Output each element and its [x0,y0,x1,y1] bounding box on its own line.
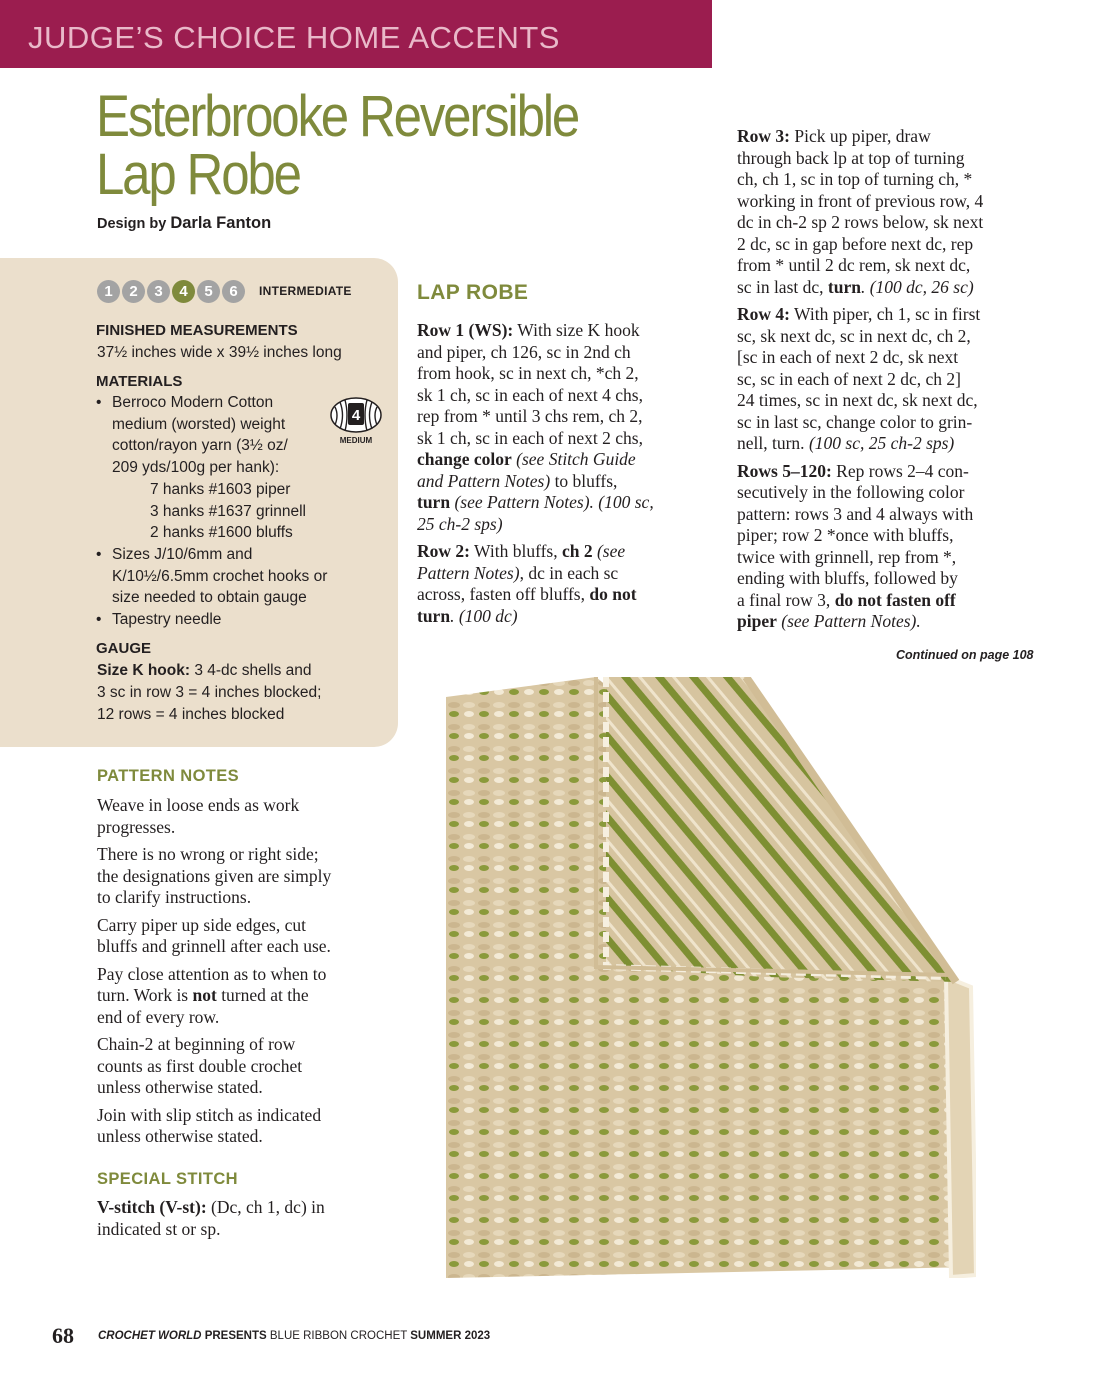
materials-heading: MATERIALS [96,373,183,390]
yarn-weight-label: MEDIUM [339,436,373,445]
skill-level-5: 5 [197,280,220,303]
pattern-notes-body [97,795,331,1154]
rows-5-120-instructions: Rows 5–120: Rep rows 2–4 con- secutively in the following color pattern: rows 3 and 4 always with piper; row 2 *once with bluffs, twice with grinnell, rep from *, ending with bluffs, followed by a final row 3, do not fasten off piper (see Pattern Notes). [737,460,974,631]
footer-credit: CROCHET WORLD PRESENTS BLUE RIBBON CROCHET SUMMER 2023 [98,1330,491,1342]
lap-robe-right-column [737,126,983,639]
row-1-instructions: Row 1 (WS): With size K hook and piper, ch 126, sc in 2nd ch from hook, sc in next ch, *ch 2, sk 1 ch, sc in each of next 4 chs, rep from * until 3 chs rem, ch 2, sk 1 ch, sc in each of next 2 chs, change color (see Stitch Guide and Pattern Notes) to bluffs, turn (see Pattern Notes). (100 sc, 25 ch-2 sps) [417,320,654,534]
note-4: Chain-2 at beginning of row counts as first double crochet unless otherwise stated. [97,1034,303,1097]
page-title [96,84,579,207]
note-turn: Pay close attention as to when to turn. Work is not turned at the end of every row. [97,963,327,1027]
yarn-weight-medium-icon [329,397,383,447]
materials-item-yarn: • Berroco Modern Cotton medium (worsted) weight cotton/rayon yarn (3½ oz/ 209 yds/100g per hank): 7 hanks #1603 piper 3 hanks #1637 grinnell 2 hanks #1600 bluffs [96,392,356,544]
skill-level-2: 2 [122,280,145,303]
note-1: Weave in loose ends as work progresses. [97,795,300,837]
hank-piper: 7 hanks #1603 piper [150,480,291,498]
gauge-heading: GAUGE [96,640,152,657]
row-2-instructions: Row 2: With bluffs, ch 2 (see Pattern Notes), dc in each sc across, fasten off bluffs, do not turn. (100 dc) [417,541,637,626]
row-4-instructions: Row 4: With piper, ch 1, sc in first sc, sk next dc, sc in next dc, ch 2, [sc in each of next 2 dc, sk next sc, sc in each of next 2 dc, ch 2] 24 times, sc in next dc, sk next dc, sc in last sc, change color to grin- nell, turn. (100 sc, 25 ch-2 sps) [737,304,981,453]
crocheted-blanket-photo [446,677,976,1278]
gauge-line-3: 12 rows = 4 inches blocked [97,706,285,723]
special-stitch-heading: SPECIAL STITCH [97,1170,238,1188]
skill-level-6: 6 [222,280,245,303]
materials-list [96,392,356,631]
hank-grinnell: 3 hanks #1637 grinnell [150,502,306,520]
gauge-line-2: 3 sc in row 3 = 4 inches blocked; [97,684,322,701]
note-5: Join with slip stitch as indicated unless otherwise stated. [97,1104,322,1146]
materials-item-needle: • Tapestry needle [96,611,222,629]
finished-measurements-text: 37½ inches wide x 39½ inches long [97,344,342,361]
skill-level-indicator [97,279,352,303]
continued-note: Continued on page 108 [896,648,1034,662]
title-line-1: Esterbrooke Reversible [96,84,579,149]
materials-item-hooks: • Sizes J/10/6mm and K/10½/6.5mm crochet hooks or size needed to obtain gauge [96,545,328,607]
designer-name: Darla Fanton [170,214,272,232]
page-number: 68 [52,1323,74,1348]
title-line-2: Lap Robe [96,142,300,207]
section-banner-label: JUDGE’S CHOICE HOME ACCENTS [28,20,560,55]
yarn-weight-number: 4 [351,407,361,424]
hank-bluffs: 2 hanks #1600 bluffs [150,524,293,542]
lap-robe-middle-column [417,320,654,633]
special-stitch-body: V-stitch (V-st): (Dc, ch 1, dc) in indicated st or sp. [97,1197,325,1239]
designer-credit [97,214,271,233]
lap-robe-heading: LAP ROBE [417,281,529,304]
pattern-notes-heading: PATTERN NOTES [97,767,240,785]
skill-level-3: 3 [147,280,170,303]
note-3: Carry piper up side edges, cut bluffs and grinnell after each use. [97,914,331,956]
gauge-line-1: Size K hook: 3 4-dc shells and [97,662,312,679]
designer-prefix: Design by [97,216,171,232]
skill-level-1: 1 [97,280,120,303]
finished-measurements-heading: FINISHED MEASUREMENTS [96,322,298,339]
skill-level-label: INTERMEDIATE [259,284,352,298]
skill-level-4-active: 4 [172,280,195,303]
note-2: There is no wrong or right side; the designations given are simply to clarify instructions. [97,844,332,907]
row-3-instructions: Row 3: Pick up piper, draw through back lp at top of turning ch, ch 1, sc in top of turning ch, * working in front of previous row, 4 dc in ch-2 sp 2 rows below, sk next 2 dc, sc in gap before next dc, rep from * until 2 dc rem, sk next dc, sc in last dc, turn. (100 dc, 26 sc) [737,126,984,297]
section-banner [0,0,712,68]
